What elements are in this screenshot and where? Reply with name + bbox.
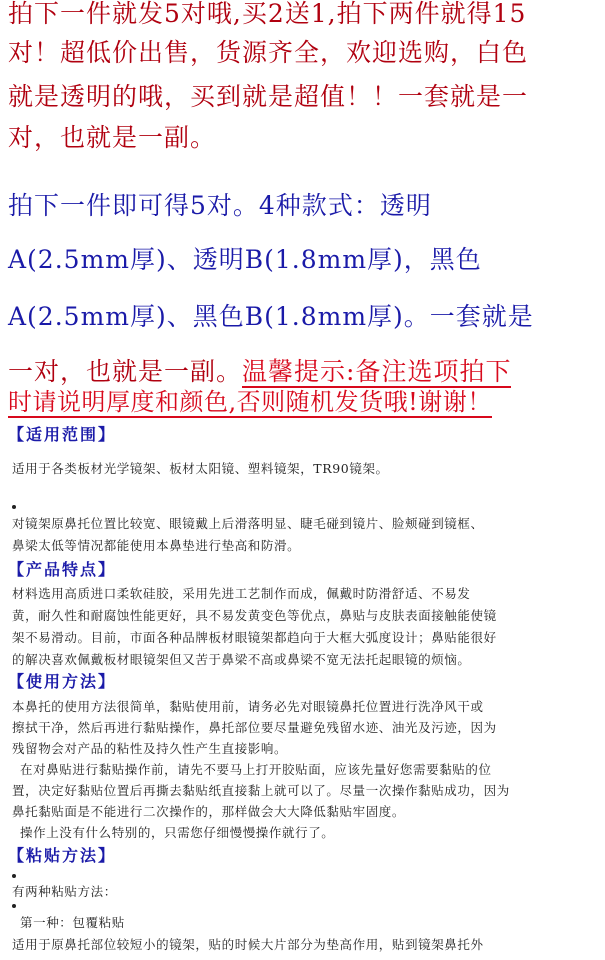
scope-heading: 【适用范围】 xyxy=(8,425,117,444)
usage-line-3: 残留物会对产品的粘性及持久性产生直接影响。 xyxy=(12,741,288,756)
paste-method-1-title: 第一种：包覆粘贴 xyxy=(20,915,125,930)
reminder-note-line-2 xyxy=(8,382,492,417)
usage-line-6: 鼻托黏贴面是不能进行二次操作的，那样做会大大降低黏贴牢固度。 xyxy=(12,804,406,819)
intro-line-3: 就是透明的哦，买到就是超值！！一套就是一 xyxy=(8,82,529,111)
scope-paragraph-line-2: 鼻梁太低等情况都能使用本鼻垫进行垫高和防滑。 xyxy=(12,538,301,553)
features-heading: 【产品特点】 xyxy=(8,560,117,579)
styles-line-3: A(2.5mm厚)、黑色B(1.8mm厚)。一套就是 xyxy=(8,302,534,331)
features-line-4: 的解决喜欢佩戴板材眼镜架但又苦于鼻梁不高或鼻梁不宽无法托起眼镜的烦恼。 xyxy=(12,652,471,667)
features-line-2: 黄，耐久性和耐腐蚀性能更好，具不易发黄变色等优点，鼻贴与皮肤表面接触能使镜 xyxy=(12,608,497,623)
features-line-1: 材料选用高质进口柔软硅胶，采用先进工艺制作而成，佩戴时防滑舒适、不易发 xyxy=(12,586,471,601)
features-line-3: 架不易滑动。目前，市面各种品牌板材眼镜架都趋向于大框大弧度设计；鼻贴能很好 xyxy=(12,630,497,645)
intro-line-4: 对，也就是一副。 xyxy=(8,123,217,152)
bullet xyxy=(12,874,16,878)
intro-line-1: 拍下一件就发5对哦,买2送1,拍下两件就得15 xyxy=(8,0,527,28)
usage-heading: 【使用方法】 xyxy=(8,672,117,691)
usage-line-2: 擦拭干净，然后再进行黏贴操作，鼻托部位要尽量避免残留水迹、油光及污迹，因为 xyxy=(12,720,497,735)
bullet xyxy=(12,505,16,509)
usage-line-1: 本鼻托的使用方法很简单，黏贴使用前，请务必先对眼镜鼻托位置进行洗净风干或 xyxy=(12,699,484,714)
paste-intro: 有两种粘贴方法： xyxy=(12,884,117,899)
scope-text: 适用于各类板材光学镜架、板材太阳镜、塑料镜架，TR90镜架。 xyxy=(12,461,389,476)
paste-heading: 【粘贴方法】 xyxy=(8,846,117,865)
reminder-note-part-2: 时请说明厚度和颜色,否则随机发货哦!谢谢！ xyxy=(8,388,492,416)
styles-line-1: 拍下一件即可得5对。4种款式：透明 xyxy=(8,191,432,220)
usage-line-4: 在对鼻贴进行黏贴操作前，请先不要马上打开胶贴面，应该先量好您需要黏贴的位 xyxy=(20,762,492,777)
usage-line-7: 操作上没有什么特别的，只需您仔细慢慢操作就行了。 xyxy=(20,825,335,840)
intro-line-2: 对！超低价出售，货源齐全，欢迎选购，白色 xyxy=(8,38,529,67)
paste-method-1-text: 适用于原鼻托部位较短小的镜架，贴的时候大片部分为垫高作用，贴到镜架鼻托外 xyxy=(12,937,484,952)
reminder-note-part-1: 温馨提示:备注选项拍下 xyxy=(242,357,512,386)
bullet xyxy=(12,904,16,908)
scope-paragraph-line-1: 对镜架原鼻托位置比较宽、眼镜戴上后滑落明显、睫毛碰到镜片、脸颊碰到镜框、 xyxy=(12,516,484,531)
one-set-note: 一对，也就是一副。 xyxy=(8,357,243,386)
usage-line-5: 置，决定好黏贴位置后再撕去黏贴纸直接黏上就可以了。尽量一次操作黏贴成功，因为 xyxy=(12,783,510,798)
styles-line-2: A(2.5mm厚)、透明B(1.8mm厚)，黑色 xyxy=(8,245,482,274)
